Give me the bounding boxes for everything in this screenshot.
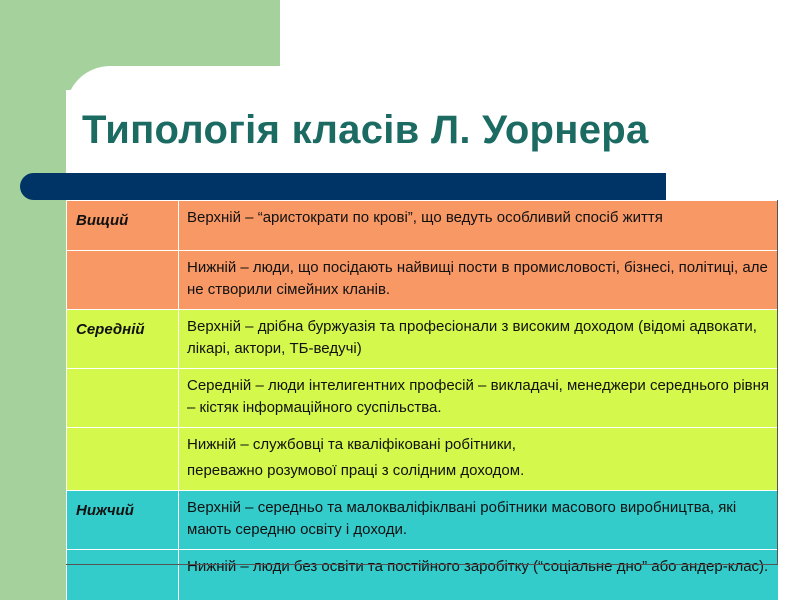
subclass-description-cell <box>179 550 779 601</box>
table-row <box>67 428 779 491</box>
subclass-description-text: Нижній – службовці та кваліфіковані робітники, <box>187 436 516 453</box>
subclass-description-text: Нижній – люди, що посідають найвищі пости в промисловості, бізнесі, політиці, але не створили сімейних кланів. <box>187 259 768 298</box>
class-level-cell <box>67 251 179 310</box>
subclass-description-cell <box>179 369 779 428</box>
subclass-description-text: Нижній – люди без освіти та постійного заробітку (“соціальне дно” або андер-клас). <box>187 558 769 575</box>
decor-green-left <box>0 0 66 600</box>
table-row <box>67 251 779 310</box>
subclass-description-text: переважно розумової праці з солідним доходом. <box>187 462 525 479</box>
table-row <box>67 201 779 251</box>
class-level-cell <box>67 369 179 428</box>
subclass-description-text: Верхній – дрібна буржуазія та професіонали з високим доходом (відомі адвокати, лікарі, актори, ТБ-ведучі) <box>187 318 757 357</box>
table-row <box>67 550 779 601</box>
subclass-description-cell <box>179 491 779 550</box>
class-level-cell: Вищий <box>67 201 179 251</box>
subclass-description-cell <box>179 310 779 369</box>
slide-title: Типологія класів Л. Уорнера <box>82 108 649 152</box>
class-level-cell: Нижчий <box>67 491 179 550</box>
class-level-cell: Середній <box>67 310 179 369</box>
subclass-description-text: Верхній – “аристократи по крові”, що ведуть особливий спосіб життя <box>187 209 663 226</box>
subclass-description-cell <box>179 428 779 491</box>
class-level-cell <box>67 428 179 491</box>
table-row <box>67 491 779 550</box>
table-row <box>67 310 779 369</box>
subclass-description-text: Верхній – середньо та малокваліфіклвані робітники масового виробництва, які мають середню освіту і доходи. <box>187 499 737 538</box>
subclass-description-cell <box>179 201 779 251</box>
table-row <box>67 369 779 428</box>
class-typology-table <box>66 200 779 601</box>
subclass-description-text: Середній – люди інтелигентних професій – викладачі, менеджери середнього рівня – кістяк інформаційного суспільства. <box>187 377 770 416</box>
title-underline-bar <box>20 173 666 200</box>
class-level-cell <box>67 550 179 601</box>
subclass-description-cell <box>179 251 779 310</box>
